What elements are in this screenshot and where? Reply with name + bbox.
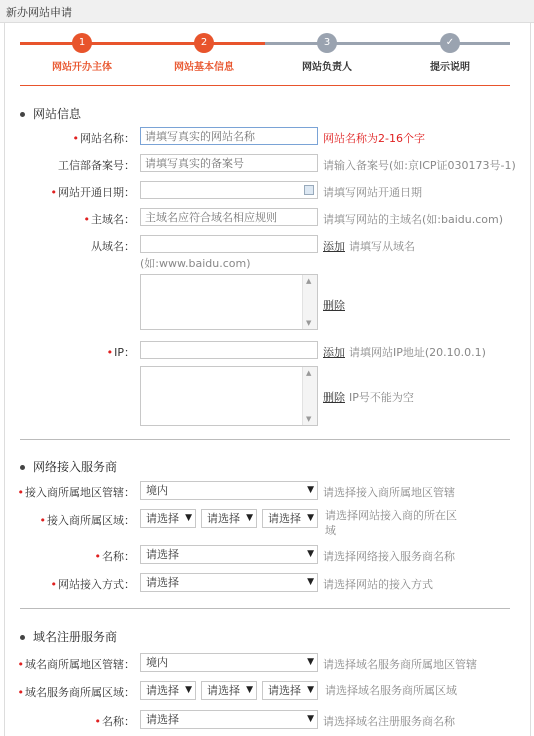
- step-2-label: 网站基本信息: [174, 62, 234, 73]
- icp-label: 工信部备案号：: [58, 159, 135, 172]
- section-divider: [20, 439, 510, 440]
- isp-region-mgmt-select[interactable]: 境内 ▼: [140, 481, 318, 500]
- section-title: 网络接入服务商: [33, 460, 118, 474]
- window-title: 新办网站申请: [6, 6, 72, 19]
- dropdown-arrow-icon: ▼: [185, 513, 192, 523]
- ip-list[interactable]: [140, 366, 318, 426]
- section-site-info: [20, 105, 81, 122]
- isp-region-hint-cont: 域: [325, 524, 336, 537]
- isp-region-label: •接入商所属区域：: [39, 514, 135, 527]
- open-date-label: •网站开通日期：: [50, 186, 135, 199]
- isp-name-hint: 请选择网络接入服务商名称: [323, 550, 455, 563]
- dropdown-arrow-icon: ▼: [185, 685, 192, 695]
- access-method-hint: 请选择网站的接入方式: [323, 578, 433, 591]
- isp-name-select[interactable]: 请选择 ▼: [140, 545, 318, 564]
- ip-add-link[interactable]: 添加: [323, 346, 345, 359]
- scroll-up-icon[interactable]: ▲: [306, 369, 312, 377]
- scrollbar[interactable]: [302, 367, 317, 425]
- main-domain-label: •主域名：: [83, 213, 135, 226]
- scrollbar[interactable]: [302, 275, 317, 329]
- step-4-label: 提示说明: [430, 62, 470, 73]
- dropdown-arrow-icon: ▼: [307, 714, 314, 724]
- access-method-select[interactable]: 请选择 ▼: [140, 573, 318, 592]
- isp-region-mgmt-hint: 请选择接入商所属地区管辖: [323, 486, 455, 499]
- scroll-up-icon[interactable]: ▲: [306, 277, 312, 285]
- step-1-label: 网站开办主体: [52, 62, 112, 73]
- section-title: 域名注册服务商: [33, 630, 118, 644]
- isp-city-select[interactable]: 请选择 ▼: [201, 509, 257, 528]
- registrar-region-mgmt-hint: 请选择域名服务商所属地区管辖: [323, 658, 477, 671]
- sub-domain-add-link[interactable]: 添加: [323, 240, 345, 253]
- open-date-hint: 请填写网站开通日期: [323, 186, 422, 199]
- site-name-label: •网站名称：: [72, 132, 135, 145]
- scroll-down-icon[interactable]: ▼: [306, 319, 312, 327]
- registrar-city-select[interactable]: 请选择 ▼: [201, 681, 257, 700]
- ip-input[interactable]: [140, 341, 318, 359]
- registrar-district-select[interactable]: 请选择 ▼: [262, 681, 318, 700]
- registrar-name-hint: 请选择域名注册服务商名称: [323, 715, 455, 728]
- ip-hint: 请填网站IP地址(20.10.0.1): [349, 346, 486, 359]
- bullet-icon: [20, 112, 25, 117]
- step-3-circle: 3: [317, 33, 337, 53]
- registrar-name-select[interactable]: 请选择 ▼: [140, 710, 318, 729]
- sub-domain-label: 从域名：: [91, 240, 135, 253]
- step-1-circle: 1: [72, 33, 92, 53]
- main-domain-hint: 请填写网站的主域名(如:baidu.com): [323, 213, 504, 226]
- sub-domain-hint: 请填写从域名: [349, 240, 415, 253]
- sub-domain-input[interactable]: [140, 235, 318, 253]
- calendar-icon[interactable]: [304, 185, 314, 195]
- ip-error: IP号不能为空: [349, 391, 414, 404]
- ip-delete-link[interactable]: 删除: [323, 391, 345, 404]
- section-divider: [20, 608, 510, 609]
- isp-region-hint: 请选择网站接入商的所在区: [325, 509, 457, 522]
- step-2-circle: 2: [194, 33, 214, 53]
- section-isp: [20, 458, 117, 475]
- registrar-name-label: •名称：: [94, 715, 135, 728]
- registrar-region-mgmt-select[interactable]: 境内 ▼: [140, 653, 318, 672]
- bullet-icon: [20, 465, 25, 470]
- registrar-region-label: •域名服务商所属区域：: [17, 686, 135, 699]
- registrar-region-mgmt-label: •域名商所属地区管辖：: [17, 658, 135, 671]
- scroll-down-icon[interactable]: ▼: [306, 415, 312, 423]
- open-date-input[interactable]: [140, 181, 318, 199]
- icp-hint: 请输入备案号(如:京ICP证030173号-1): [323, 159, 516, 172]
- sub-domain-list[interactable]: [140, 274, 318, 330]
- dropdown-arrow-icon: ▼: [307, 657, 314, 667]
- sub-domain-example: (如:www.baidu.com): [140, 257, 251, 270]
- ip-label: •IP：: [106, 346, 135, 359]
- site-name-hint: 网站名称为2-16个字: [323, 132, 425, 145]
- step-4-check-icon: ✓: [440, 33, 460, 53]
- window-titlebar: [0, 0, 534, 23]
- dropdown-arrow-icon: ▼: [307, 485, 314, 495]
- isp-province-select[interactable]: 请选择 ▼: [140, 509, 196, 528]
- steps-divider: [20, 85, 510, 86]
- step-line-todo: [265, 42, 510, 45]
- dropdown-arrow-icon: ▼: [307, 577, 314, 587]
- main-domain-input[interactable]: [140, 208, 318, 226]
- section-registrar: [20, 628, 117, 645]
- bullet-icon: [20, 635, 25, 640]
- registrar-region-hint: 请选择域名服务商所属区域: [325, 684, 457, 697]
- step-line-done: [20, 42, 265, 45]
- dropdown-arrow-icon: ▼: [246, 685, 253, 695]
- dropdown-arrow-icon: ▼: [307, 549, 314, 559]
- icp-input[interactable]: [140, 154, 318, 172]
- step-3-label: 网站负责人: [302, 62, 352, 73]
- dropdown-arrow-icon: ▼: [307, 685, 314, 695]
- dropdown-arrow-icon: ▼: [246, 513, 253, 523]
- isp-name-label: •名称：: [94, 550, 135, 563]
- section-title: 网站信息: [33, 107, 82, 121]
- isp-district-select[interactable]: 请选择 ▼: [262, 509, 318, 528]
- access-method-label: •网站接入方式：: [50, 578, 135, 591]
- dropdown-arrow-icon: ▼: [307, 513, 314, 523]
- site-name-input[interactable]: [140, 127, 318, 145]
- isp-region-mgmt-label: •接入商所属地区管辖：: [17, 486, 135, 499]
- sub-domain-delete-link[interactable]: 删除: [323, 299, 345, 312]
- registrar-province-select[interactable]: 请选择 ▼: [140, 681, 196, 700]
